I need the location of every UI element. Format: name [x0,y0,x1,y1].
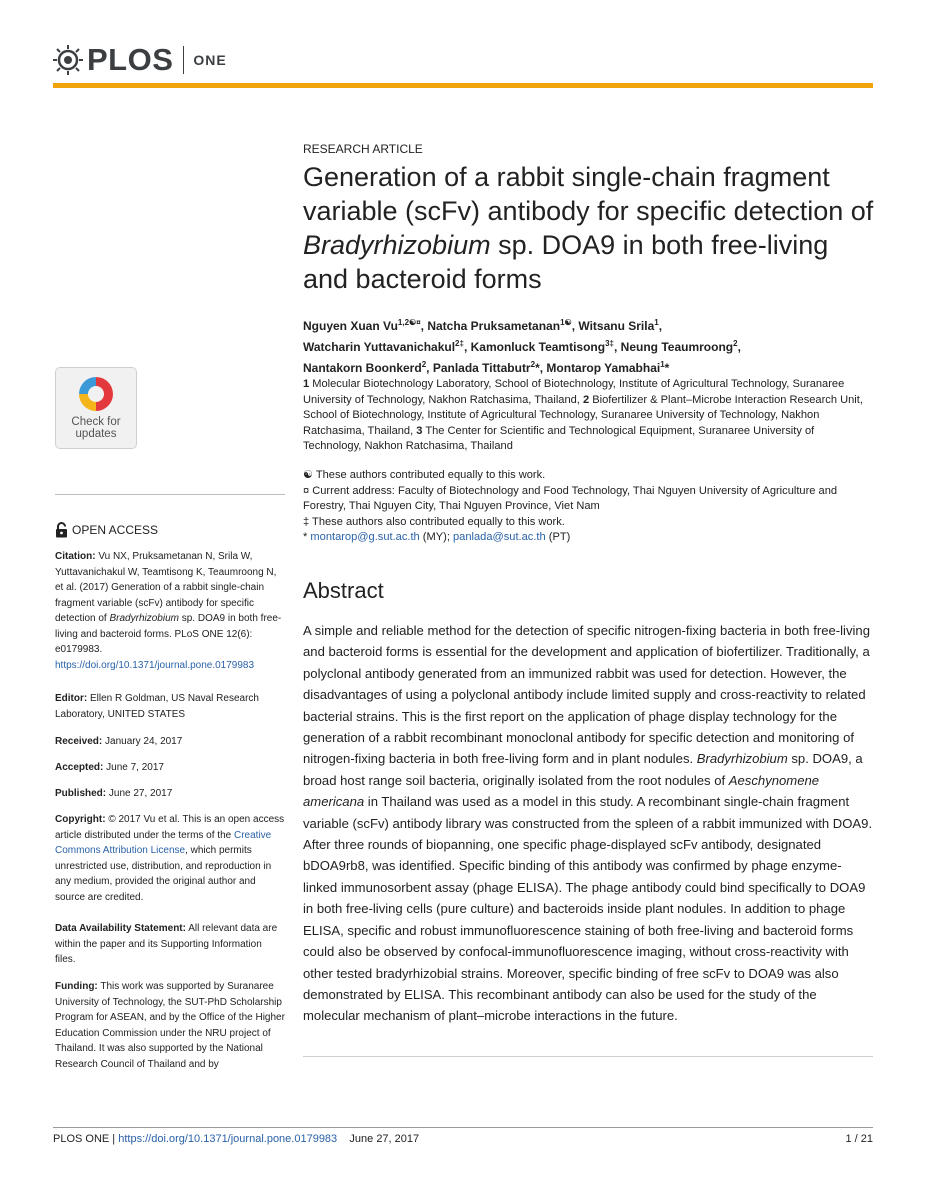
editor-block: Editor: Ellen R Goldman, US Naval Research Laboratory, UNITED STATES [55,693,259,720]
abstract-heading: Abstract [303,578,384,603]
journal-sub: ONE [193,52,227,68]
footer-rule [53,1127,873,1128]
author[interactable]: Nguyen Xuan $Vu^{1,2☯¤}$ [303,318,421,333]
author[interactable]: Nantakorn Boonkerd$^2$ [303,360,427,375]
abstract-divider [303,1056,873,1057]
author-notes [303,468,875,546]
data-availability-block: Data Availability Statement: All relevant data are within the paper and its Supporting Information files. [55,923,278,965]
footer-date: June 27, 2017 [349,1133,420,1145]
logo-divider [183,46,184,74]
header-accent-rule [53,83,873,88]
journal-word: PLOS [87,42,174,77]
funding-block: Funding: This work was supported by Suranaree University of Technology, the SUT-PhD Scholarship Program for ASEAN, and by the Office of the Higher Education Commission under the NRU project of Thailand. It was also supported by the National Research Council of Thailand and by [55,981,285,1070]
footer-doi-link[interactable]: https://doi.org/10.1371/journal.pone.0179983 [118,1133,338,1145]
accepted-date: Accepted: June 7, 2017 [55,762,164,773]
author[interactable]: Watcharin Yuttavanichakul$^{2\ddagger}$ [303,339,464,354]
email-link[interactable]: panlada@sut.ac.th [453,531,546,544]
plos-one-logo[interactable] [53,40,227,80]
corresponding-emails: * montarop@g.sut.ac.th (MY); panlada@sut.ac.th (PT) [303,531,571,544]
author[interactable]: Witsanu Srila$^1$ [578,318,659,333]
page-footer: PLOS ONE | https://doi.org/10.1371/journal.pone.0179983 June 27, 2017 [53,1133,420,1145]
copyright-block: Copyright: © 2017 Vu et al. This is an open access article distributed under the terms of the Creative Commons Attribution License, which permits unrestricted use, distribution, and reproduction in any medium, provided the original author and source are credited. [55,814,285,903]
author[interactable]: Kamonluck Teamtisong$^{3\ddagger}$ [470,339,614,354]
plos-sun-icon [53,45,83,75]
article-title: Generation of a rabbit single-chain fragment variable (scFv) antibody for specific detection of Bradyrhizobium sp. DOA9 in both free-living and bacteroid forms [303,162,874,294]
sidebar-divider [55,494,285,495]
current-address-note: ¤ Current address: Faculty of Biotechnology and Food Technology, Thai Nguyen University of Agriculture and Forestry, Thai Nguyen City, Thai Nguyen Province, Viet Nam [303,484,838,513]
affiliations: 1 Molecular Biotechnology Laboratory, School of Biotechnology, Institute of Agricultural Technology, Suranaree University of Technology, Nakhon Ratchasima, Thailand, 2 Biofertilizer & Plant–Microbe Interaction Research Unit, School of Biotechnology, Institute of Agricultural Technology, Suranaree University of Technology, Nakhon Ratchasima, Thailand, 3 The Center for Scientific and Technological Equipment, Suranaree University of Technology, Nakhon Ratchasima, Thailand [303,378,863,453]
open-access-label: OPEN ACCESS [55,522,158,538]
author[interactable]: Neung Teaumroong$^2$ [620,339,738,354]
citation-block: Citation: Vu NX, Pruksametanan N, Srila W, Yuttavanichakul W, Teamtisong K, Teaumroong N, et al. (2017) Generation of a rabbit single-chain fragment variable (scFv) antibody for specific detection of Bradyrhizobium sp. DOA9 in both free-living and bacteroid forms. PLoS ONE 12(6): e0179983. https://doi.org/10.1371/journal.pone.0179983 [55,551,282,671]
crossmark-icon [79,377,113,411]
published-date: Published: June 27, 2017 [55,788,173,799]
abstract-text: A simple and reliable method for the detection of specific nitrogen-fixing bacteria in both free-living and bacteroid forms is essential for the development and application of biofertilizer. Traditionally, a polyclonal antibody generated from an immunized rabbit was used for detection. However, the disadvantages of using a polyclonal antibody include limited supply and cross-reactivity to related bacterial strains. This is the first report on the application of phage display technology for the generation of a rabbit recombinant monoclonal antibody for specific detection and monitoring of nitrogen-fixing bacteria in both free-living form and in plant nodules. Bradyrhizobium sp. DOA9, a broad host range soil bacteria, originally isolated from the root nodules of Aeschynomene americana in Thailand was used as a model in this study. A recombinant single-chain fragment variable (scFv) antibody library was constructed from the spleen of a rabbit immunized with DOA9. After three rounds of biopanning, one specific phage-displayed scFv antibody, designated bDOA9rb8, was identified. Specific binding of this antibody was confirmed by phage enzyme-linked immunosorbent assay (phage ELISA). The phage antibody could bind specifically to DOA9 in both free-living cells (pure culture) and bacteroids inside plant nodules. In addition to phage ELISA, specific and robust immunofluorescence staining of both free-living and bacteroid forms could also be observed by confocal-immunofluorescence imaging, without cross-reactivity with other tested bradyrhizobial strains. Moreover, specific binding of free scFv to DOA9 was also demonstrated by ELISA. This recombinant antibody can also be used for the study of the molecular mechanism of plant–microbe interactions in the future. [303,623,873,1024]
email-link[interactable]: montarop@g.sut.ac.th [310,531,420,544]
article-type: RESEARCH ARTICLE [303,142,423,156]
author[interactable]: Montarop Yamabhai$^1$ [546,360,665,375]
open-lock-icon [55,522,68,538]
page-number: 1 / 21 [845,1133,873,1145]
doi-link[interactable]: https://doi.org/10.1371/journal.pone.0179983 [55,659,255,671]
received-date: Received: January 24, 2017 [55,736,183,747]
author[interactable]: Natcha Pruksametanan$^{1☯}$ [427,318,572,333]
license-link[interactable]: Creative Commons Attribution License [55,829,272,856]
title-italic-genus: Bradyrhizobium [303,230,491,260]
equal-contribution-note: ☯ These authors contributed equally to this work. [303,469,546,481]
also-equal-note: ‡ These authors also contributed equally to this work. [303,515,565,528]
author-list: Nguyen Xuan $Vu^{1,2☯¤}$, Natcha Pruksametanan$^{1☯}$, Witsanu Srila$^1$, Watcharin Yuttavanichakul$^{2\ddagger}$, Kamonluck Teamtisong$^{3\ddagger}$, Neung Teaumroong$^2$, Nantakorn Boonkerd$^2$, Panlada Tittabutr$^2$*, Montarop Yamabhai$^1$* [303,318,741,375]
author[interactable]: Panlada Tittabutr$^2$ [432,360,536,375]
check-for-updates-badge[interactable]: Check for updates [55,367,137,449]
